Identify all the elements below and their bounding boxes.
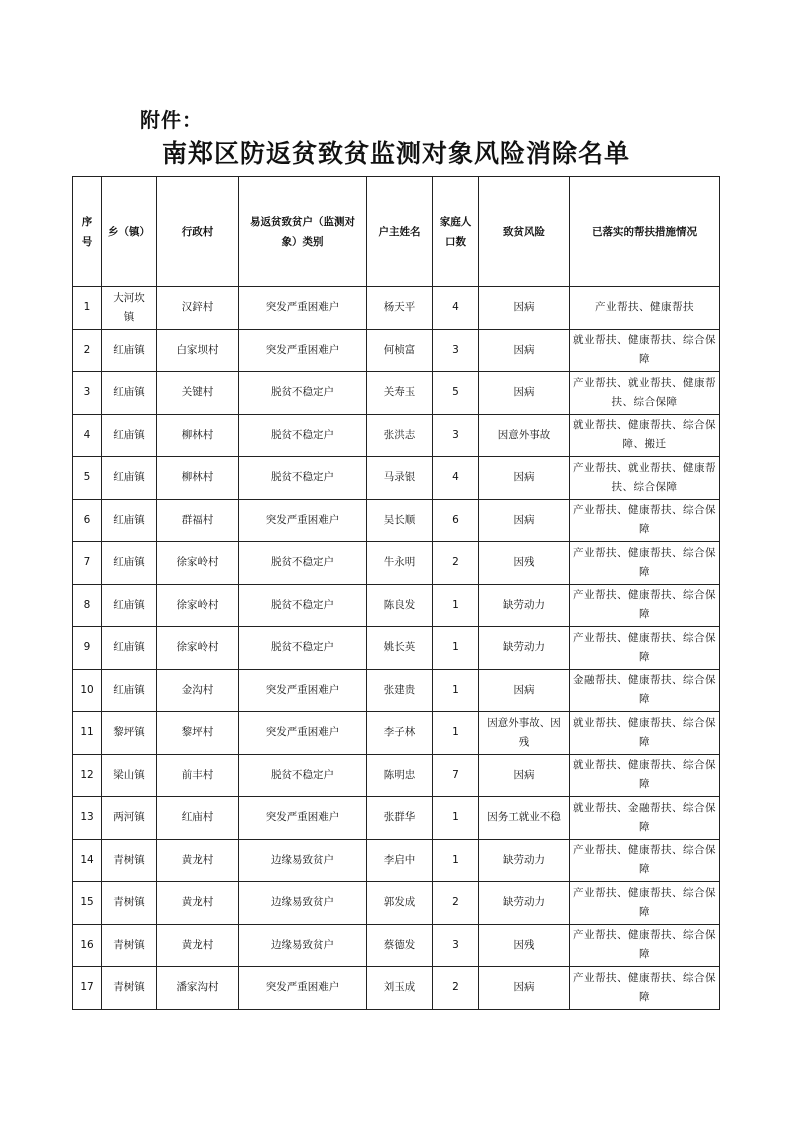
category-cell: 脱贫不稳定户 bbox=[239, 372, 367, 415]
measures-cell: 产业帮扶、健康帮扶、综合保障 bbox=[570, 882, 720, 925]
risk-cell: 因务工就业不稳 bbox=[479, 797, 570, 840]
category-cell: 边缘易致贫户 bbox=[239, 839, 367, 882]
category-cell: 脱贫不稳定户 bbox=[239, 754, 367, 797]
column-header-household-size: 家庭人口数 bbox=[433, 177, 479, 287]
head-name-cell: 蔡德发 bbox=[367, 924, 433, 967]
village-cell: 黄龙村 bbox=[157, 839, 239, 882]
household-size-cell: 1 bbox=[433, 712, 479, 755]
measures-cell: 产业帮扶、就业帮扶、健康帮扶、综合保障 bbox=[570, 457, 720, 500]
head-name-cell: 张洪志 bbox=[367, 414, 433, 457]
measures-cell: 产业帮扶、健康帮扶、综合保障 bbox=[570, 839, 720, 882]
table-row bbox=[73, 372, 720, 415]
category-cell: 边缘易致贫户 bbox=[239, 924, 367, 967]
category-cell: 脱贫不稳定户 bbox=[239, 584, 367, 627]
town-cell: 红庙镇 bbox=[102, 329, 157, 372]
measures-cell: 产业帮扶、健康帮扶 bbox=[570, 287, 720, 330]
head-name-cell: 关寿玉 bbox=[367, 372, 433, 415]
village-cell: 黎坪村 bbox=[157, 712, 239, 755]
measures-cell: 就业帮扶、健康帮扶、综合保障、搬迁 bbox=[570, 414, 720, 457]
town-cell: 红庙镇 bbox=[102, 457, 157, 500]
document-title: 南郑区防返贫致贫监测对象风险消除名单 bbox=[161, 139, 630, 168]
risk-cell: 因残 bbox=[479, 924, 570, 967]
row-number: 6 bbox=[73, 499, 102, 542]
column-header-measures: 已落实的帮扶措施情况 bbox=[570, 177, 720, 287]
measures-cell: 就业帮扶、健康帮扶、综合保障 bbox=[570, 329, 720, 372]
household-size-cell: 3 bbox=[433, 329, 479, 372]
column-header-village: 行政村 bbox=[157, 177, 239, 287]
village-cell: 徐家岭村 bbox=[157, 627, 239, 670]
row-number: 1 bbox=[73, 287, 102, 330]
measures-cell: 产业帮扶、健康帮扶、综合保障 bbox=[570, 499, 720, 542]
attachment-label: 附件： bbox=[140, 108, 203, 132]
household-size-cell: 1 bbox=[433, 584, 479, 627]
town-cell: 青树镇 bbox=[102, 839, 157, 882]
head-name-cell: 张建贵 bbox=[367, 669, 433, 712]
head-name-cell: 张群华 bbox=[367, 797, 433, 840]
table-row bbox=[73, 669, 720, 712]
risk-cell: 因病 bbox=[479, 754, 570, 797]
category-cell: 脱贫不稳定户 bbox=[239, 457, 367, 500]
head-name-cell: 陈明忠 bbox=[367, 754, 433, 797]
town-cell: 梁山镇 bbox=[102, 754, 157, 797]
town-cell: 青树镇 bbox=[102, 967, 157, 1010]
category-cell: 边缘易致贫户 bbox=[239, 882, 367, 925]
table-row bbox=[73, 754, 720, 797]
measures-cell: 产业帮扶、就业帮扶、健康帮扶、综合保障 bbox=[570, 372, 720, 415]
row-number: 13 bbox=[73, 797, 102, 840]
row-number: 4 bbox=[73, 414, 102, 457]
column-header-no: 序号 bbox=[73, 177, 102, 287]
town-cell: 红庙镇 bbox=[102, 584, 157, 627]
table-row bbox=[73, 329, 720, 372]
category-cell: 突发严重困难户 bbox=[239, 287, 367, 330]
roster-table bbox=[72, 176, 720, 1010]
table-row bbox=[73, 287, 720, 330]
household-size-cell: 3 bbox=[433, 924, 479, 967]
head-name-cell: 郭发成 bbox=[367, 882, 433, 925]
head-name-cell: 刘玉成 bbox=[367, 967, 433, 1010]
town-cell: 红庙镇 bbox=[102, 542, 157, 585]
category-cell: 突发严重困难户 bbox=[239, 967, 367, 1010]
table-row bbox=[73, 924, 720, 967]
village-cell: 红庙村 bbox=[157, 797, 239, 840]
risk-cell: 因病 bbox=[479, 669, 570, 712]
table-row bbox=[73, 839, 720, 882]
head-name-cell: 何桢富 bbox=[367, 329, 433, 372]
table-row bbox=[73, 499, 720, 542]
row-number: 9 bbox=[73, 627, 102, 670]
head-name-cell: 杨天平 bbox=[367, 287, 433, 330]
table-row bbox=[73, 584, 720, 627]
category-cell: 突发严重困难户 bbox=[239, 329, 367, 372]
risk-cell: 因病 bbox=[479, 967, 570, 1010]
row-number: 8 bbox=[73, 584, 102, 627]
category-cell: 突发严重困难户 bbox=[239, 712, 367, 755]
town-cell: 红庙镇 bbox=[102, 627, 157, 670]
risk-cell: 因病 bbox=[479, 372, 570, 415]
village-cell: 黄龙村 bbox=[157, 924, 239, 967]
measures-cell: 金融帮扶、健康帮扶、综合保障 bbox=[570, 669, 720, 712]
village-cell: 汉鋅村 bbox=[157, 287, 239, 330]
household-size-cell: 4 bbox=[433, 457, 479, 500]
risk-cell: 因病 bbox=[479, 329, 570, 372]
measures-cell: 产业帮扶、健康帮扶、综合保障 bbox=[570, 627, 720, 670]
risk-cell: 因意外事故、因残 bbox=[479, 712, 570, 755]
row-number: 7 bbox=[73, 542, 102, 585]
table-row bbox=[73, 967, 720, 1010]
household-size-cell: 1 bbox=[433, 669, 479, 712]
row-number: 17 bbox=[73, 967, 102, 1010]
town-cell: 红庙镇 bbox=[102, 414, 157, 457]
table-row bbox=[73, 414, 720, 457]
measures-cell: 产业帮扶、健康帮扶、综合保障 bbox=[570, 584, 720, 627]
measures-cell: 产业帮扶、健康帮扶、综合保障 bbox=[570, 967, 720, 1010]
village-cell: 柳林村 bbox=[157, 457, 239, 500]
village-cell: 徐家岭村 bbox=[157, 584, 239, 627]
category-cell: 脱贫不稳定户 bbox=[239, 542, 367, 585]
town-cell: 红庙镇 bbox=[102, 372, 157, 415]
measures-cell: 就业帮扶、健康帮扶、综合保障 bbox=[570, 754, 720, 797]
measures-cell: 产业帮扶、健康帮扶、综合保障 bbox=[570, 542, 720, 585]
table-header-row bbox=[73, 177, 720, 287]
row-number: 3 bbox=[73, 372, 102, 415]
risk-cell: 缺劳动力 bbox=[479, 584, 570, 627]
town-cell: 黎坪镇 bbox=[102, 712, 157, 755]
town-cell: 两河镇 bbox=[102, 797, 157, 840]
table-row bbox=[73, 797, 720, 840]
category-cell: 突发严重困难户 bbox=[239, 499, 367, 542]
column-header-town: 乡（镇） bbox=[102, 177, 157, 287]
village-cell: 金沟村 bbox=[157, 669, 239, 712]
risk-cell: 缺劳动力 bbox=[479, 839, 570, 882]
row-number: 10 bbox=[73, 669, 102, 712]
town-cell: 青树镇 bbox=[102, 924, 157, 967]
category-cell: 突发严重困难户 bbox=[239, 669, 367, 712]
category-cell: 突发严重困难户 bbox=[239, 797, 367, 840]
table-row bbox=[73, 457, 720, 500]
risk-cell: 因病 bbox=[479, 457, 570, 500]
household-size-cell: 6 bbox=[433, 499, 479, 542]
household-size-cell: 5 bbox=[433, 372, 479, 415]
head-name-cell: 李子林 bbox=[367, 712, 433, 755]
village-cell: 潘家沟村 bbox=[157, 967, 239, 1010]
household-size-cell: 1 bbox=[433, 627, 479, 670]
village-cell: 徐家岭村 bbox=[157, 542, 239, 585]
household-size-cell: 2 bbox=[433, 967, 479, 1010]
head-name-cell: 姚长英 bbox=[367, 627, 433, 670]
table-row bbox=[73, 542, 720, 585]
measures-cell: 就业帮扶、健康帮扶、综合保障 bbox=[570, 712, 720, 755]
village-cell: 群福村 bbox=[157, 499, 239, 542]
column-header-risk: 致贫风险 bbox=[479, 177, 570, 287]
village-cell: 前丰村 bbox=[157, 754, 239, 797]
village-cell: 柳林村 bbox=[157, 414, 239, 457]
town-cell: 大河坎镇 bbox=[102, 287, 157, 330]
town-cell: 红庙镇 bbox=[102, 669, 157, 712]
head-name-cell: 陈良发 bbox=[367, 584, 433, 627]
risk-cell: 缺劳动力 bbox=[479, 882, 570, 925]
row-number: 2 bbox=[73, 329, 102, 372]
row-number: 16 bbox=[73, 924, 102, 967]
household-size-cell: 1 bbox=[433, 839, 479, 882]
town-cell: 青树镇 bbox=[102, 882, 157, 925]
risk-cell: 缺劳动力 bbox=[479, 627, 570, 670]
row-number: 5 bbox=[73, 457, 102, 500]
village-cell: 关键村 bbox=[157, 372, 239, 415]
row-number: 15 bbox=[73, 882, 102, 925]
risk-cell: 因残 bbox=[479, 542, 570, 585]
column-header-head-name: 户主姓名 bbox=[367, 177, 433, 287]
head-name-cell: 吴长顺 bbox=[367, 499, 433, 542]
category-cell: 脱贫不稳定户 bbox=[239, 627, 367, 670]
table-row bbox=[73, 712, 720, 755]
category-cell: 脱贫不稳定户 bbox=[239, 414, 367, 457]
risk-cell: 因病 bbox=[479, 287, 570, 330]
household-size-cell: 3 bbox=[433, 414, 479, 457]
measures-cell: 产业帮扶、健康帮扶、综合保障 bbox=[570, 924, 720, 967]
head-name-cell: 马录银 bbox=[367, 457, 433, 500]
table-row bbox=[73, 882, 720, 925]
row-number: 12 bbox=[73, 754, 102, 797]
village-cell: 白家坝村 bbox=[157, 329, 239, 372]
head-name-cell: 李启中 bbox=[367, 839, 433, 882]
household-size-cell: 4 bbox=[433, 287, 479, 330]
column-header-category: 易返贫致贫户（监测对象）类别 bbox=[239, 177, 367, 287]
head-name-cell: 牛永明 bbox=[367, 542, 433, 585]
risk-cell: 因病 bbox=[479, 499, 570, 542]
row-number: 14 bbox=[73, 839, 102, 882]
town-cell: 红庙镇 bbox=[102, 499, 157, 542]
table-row bbox=[73, 627, 720, 670]
household-size-cell: 2 bbox=[433, 882, 479, 925]
measures-cell: 就业帮扶、金融帮扶、综合保障 bbox=[570, 797, 720, 840]
village-cell: 黄龙村 bbox=[157, 882, 239, 925]
row-number: 11 bbox=[73, 712, 102, 755]
household-size-cell: 7 bbox=[433, 754, 479, 797]
household-size-cell: 2 bbox=[433, 542, 479, 585]
risk-cell: 因意外事故 bbox=[479, 414, 570, 457]
household-size-cell: 1 bbox=[433, 797, 479, 840]
